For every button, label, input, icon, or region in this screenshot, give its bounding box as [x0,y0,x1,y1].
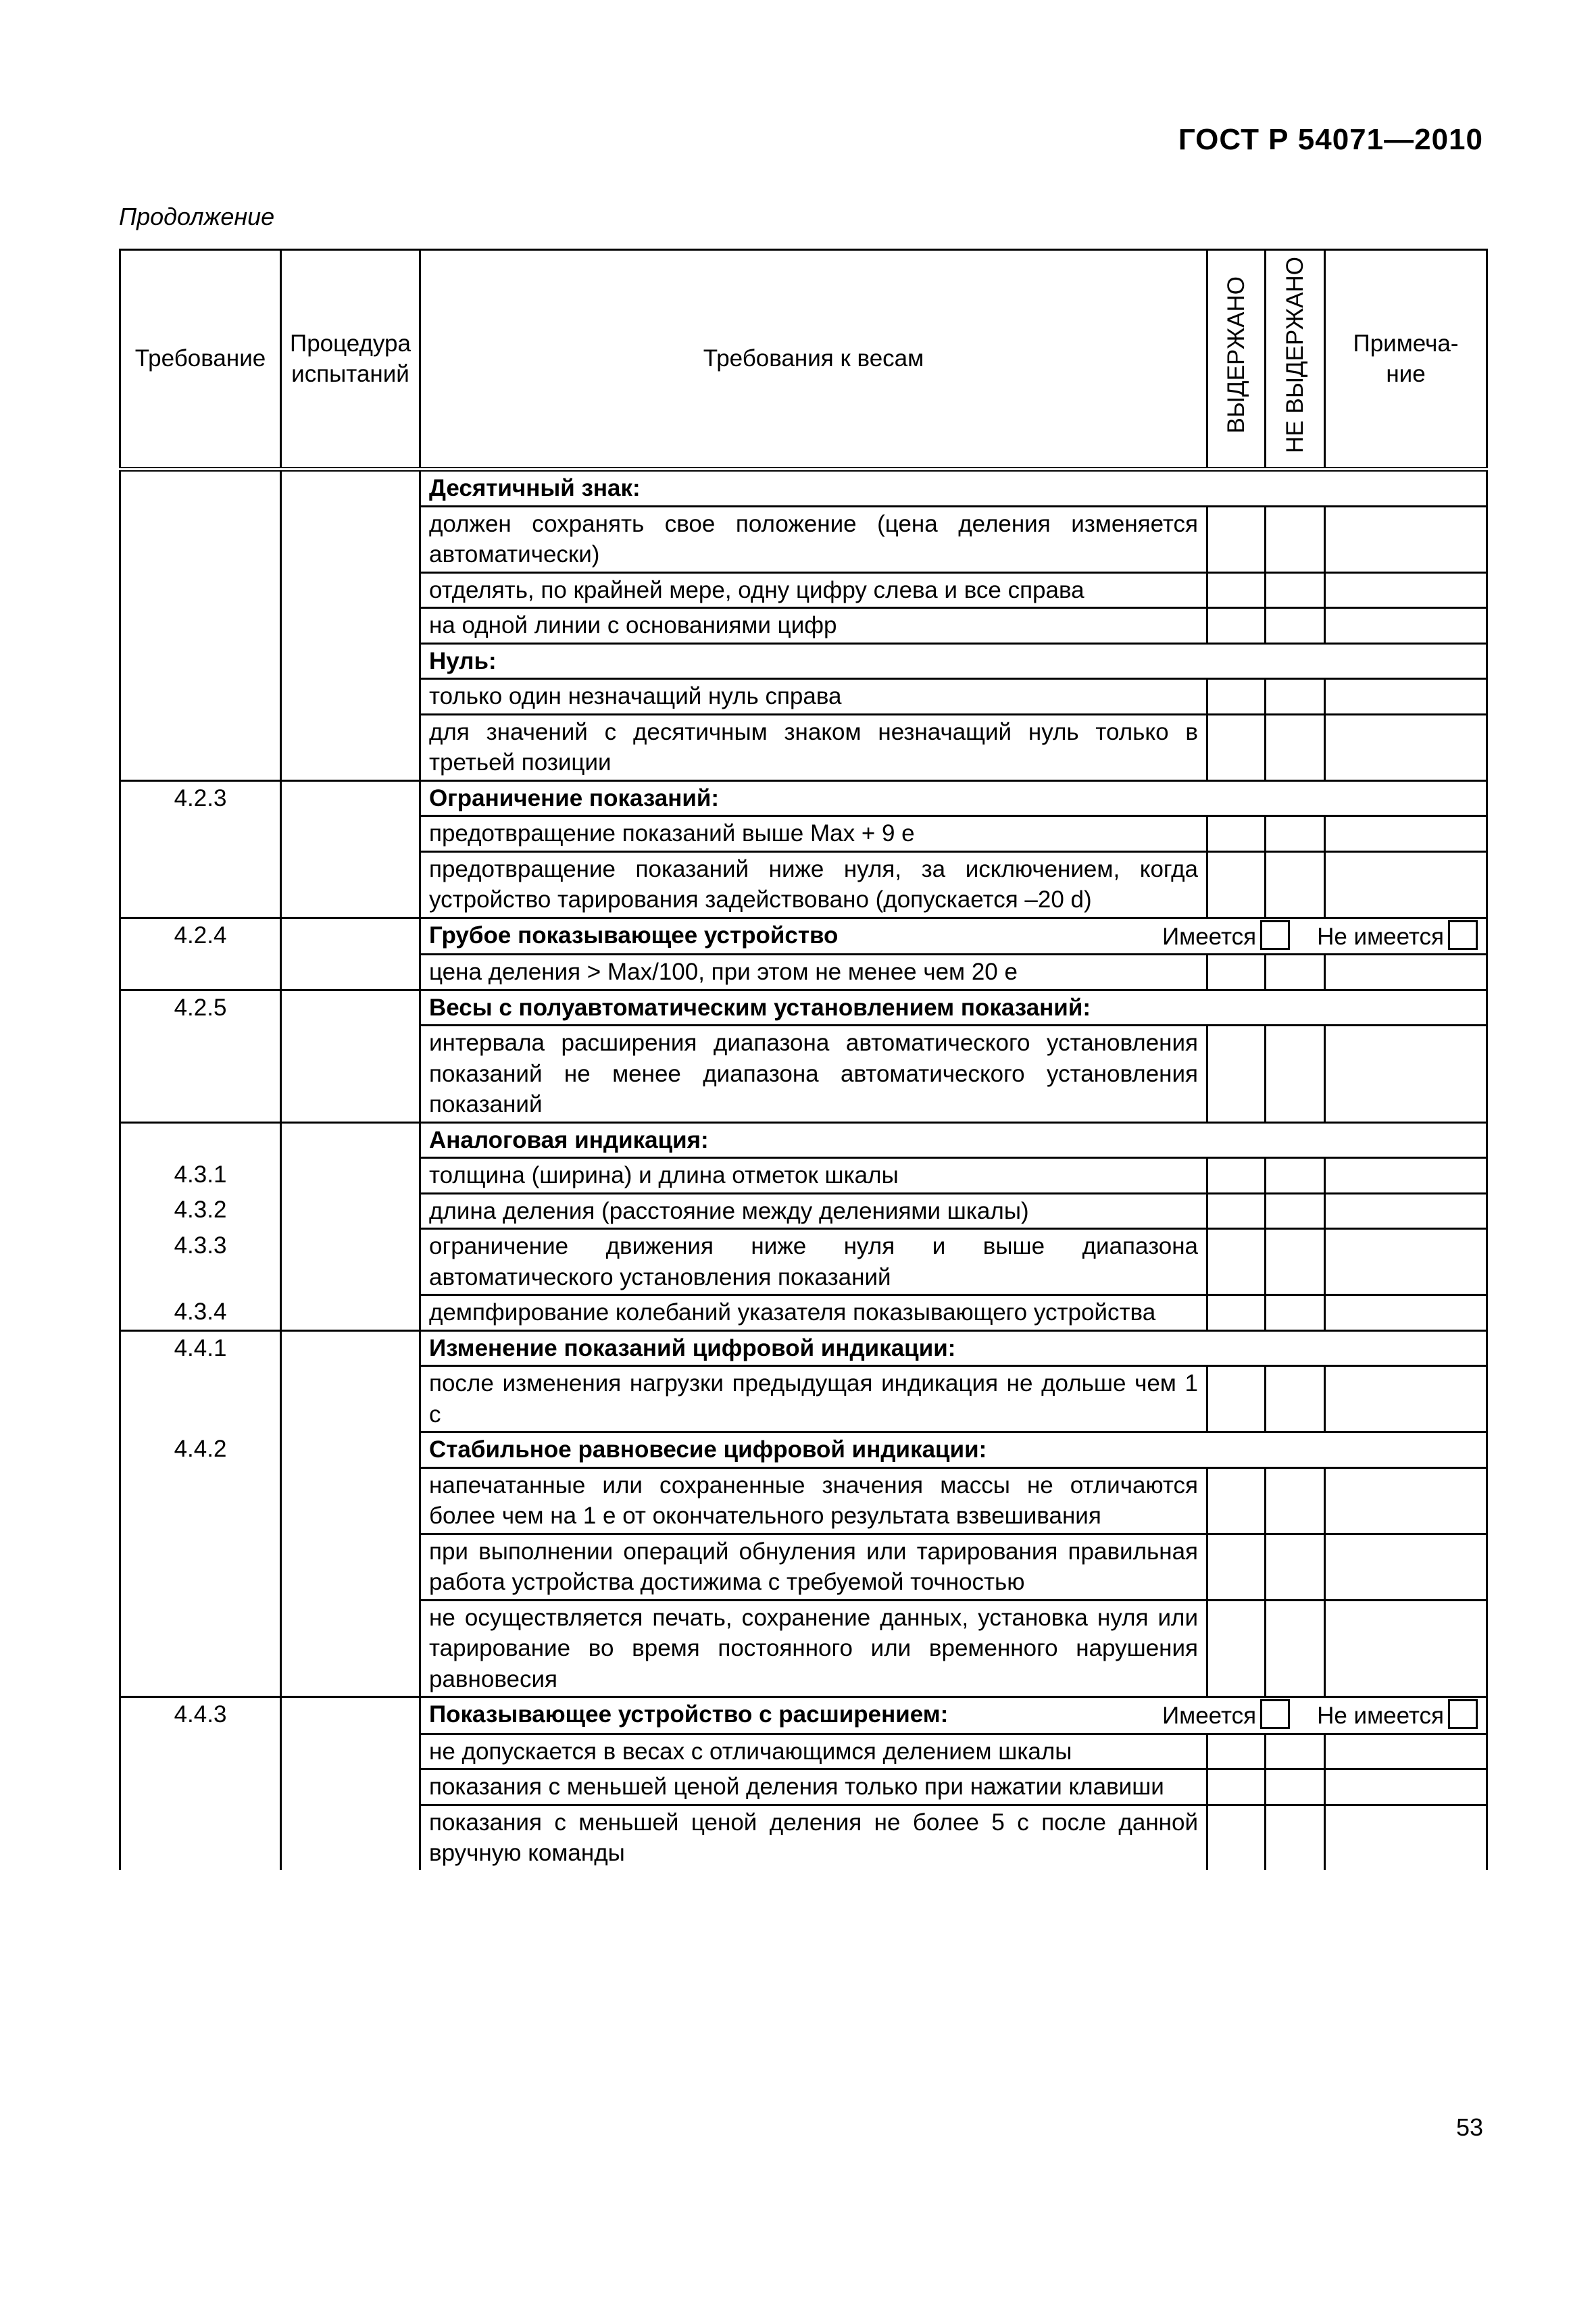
table-row [120,643,1487,679]
passed-cell[interactable] [1207,851,1266,917]
table-body [120,470,1487,1870]
procedure-cell [281,780,420,816]
table-row [120,1600,1487,1697]
requirement-text-label: Ограничение показаний: [429,784,720,811]
requirement-number [120,1600,281,1697]
note-cell[interactable] [1325,1158,1487,1194]
failed-cell[interactable] [1266,714,1325,780]
passed-cell[interactable] [1207,816,1266,852]
requirement-number: 4.3.2 [120,1193,281,1229]
requirement-text-label: при выполнении операций обнуления или тарирования правильная работа устройства достижима с требуемой точностью [429,1538,1198,1595]
note-cell[interactable] [1325,714,1487,780]
table-row [120,990,1487,1026]
option-absent-checkbox[interactable] [1448,920,1478,950]
requirement-text-label: Весы с полуавтоматическим установлением показаний: [429,994,1091,1021]
requirement-number: 4.2.3 [120,780,281,816]
col-header-scale-requirements: Требования к весам [420,250,1207,470]
table-row [120,816,1487,852]
requirement-text [420,608,1207,644]
requirement-text [420,1193,1207,1229]
requirement-text-label: показания с меньшей ценой деления не более 5 с после данной вручную команды [429,1809,1198,1866]
note-cell[interactable] [1325,1366,1487,1432]
presence-options [1162,920,1478,953]
requirement-text-label: Десятичный знак: [429,475,641,501]
note-cell[interactable] [1325,1805,1487,1870]
table-row [120,506,1487,572]
note-cell[interactable] [1325,816,1487,852]
table-row [120,1295,1487,1331]
note-cell[interactable] [1325,506,1487,572]
failed-cell[interactable] [1266,1366,1325,1432]
passed-cell[interactable] [1207,572,1266,608]
failed-cell[interactable] [1266,1026,1325,1123]
table-row [120,1769,1487,1805]
requirements-table [119,249,1488,1870]
requirement-text-label: Нуль: [429,647,497,674]
table-row [120,1534,1487,1600]
failed-cell[interactable] [1266,1769,1325,1805]
failed-cell[interactable] [1266,816,1325,852]
passed-cell[interactable] [1207,1467,1266,1534]
table-row [120,1467,1487,1534]
failed-cell[interactable] [1266,1158,1325,1194]
table-row [120,1805,1487,1870]
failed-cell[interactable] [1266,608,1325,644]
requirement-number [120,955,281,990]
table-row [120,1330,1487,1366]
passed-cell[interactable] [1207,1534,1266,1600]
requirement-text-label: цена деления > Max/100, при этом не менее чем 20 e [429,959,1018,985]
passed-cell[interactable] [1207,1295,1266,1331]
table-row [120,780,1487,816]
failed-cell[interactable] [1266,506,1325,572]
requirement-number [120,714,281,780]
option-present-label: Имеется [1162,923,1257,950]
passed-cell[interactable] [1207,1769,1266,1805]
requirement-number: 4.4.2 [120,1432,281,1468]
procedure-cell [281,1734,420,1769]
table-row [120,1697,1487,1734]
requirement-text-label: не допускается в весах с отличающимся делением шкалы [429,1738,1072,1765]
requirement-number [120,1769,281,1805]
requirement-text [420,643,1487,679]
requirement-number [120,1734,281,1769]
procedure-cell [281,1366,420,1432]
table-header-row [120,250,1487,470]
table-row [120,1734,1487,1769]
procedure-cell [281,714,420,780]
table-row [120,679,1487,715]
note-cell[interactable] [1325,1295,1487,1331]
requirement-number [120,608,281,644]
table-row [120,714,1487,780]
table-row [120,1026,1487,1123]
requirement-number [120,851,281,917]
requirement-text [420,1158,1207,1194]
procedure-cell [281,470,420,507]
procedure-cell [281,1600,420,1697]
passed-cell[interactable] [1207,1366,1266,1432]
requirement-number [120,1026,281,1123]
requirement-number [120,816,281,852]
requirement-text [420,1330,1487,1366]
procedure-cell [281,1158,420,1194]
procedure-cell [281,506,420,572]
table-row [120,1366,1487,1432]
table-row [120,1158,1487,1194]
requirement-number [120,643,281,679]
failed-cell[interactable] [1266,679,1325,715]
procedure-cell [281,1432,420,1468]
procedure-cell [281,990,420,1026]
note-cell[interactable] [1325,1026,1487,1123]
note-cell[interactable] [1325,1769,1487,1805]
table-row [120,608,1487,644]
requirement-text [420,1366,1207,1432]
procedure-cell [281,1769,420,1805]
note-cell[interactable] [1325,572,1487,608]
table-row [120,917,1487,955]
procedure-cell [281,1534,420,1600]
requirement-text-label: ограничение движения ниже нуля и выше диапазона автоматического установления показаний [429,1233,1198,1290]
page-number: 53 [1455,2113,1483,2141]
col-header-procedure: Процедура испытаний [281,250,420,470]
failed-cell[interactable] [1266,1600,1325,1697]
requirement-number [120,470,281,507]
requirement-text [420,572,1207,608]
requirement-text-label: для значений с десятичным знаком незначащий нуль только в третьей позиции [429,718,1198,776]
procedure-cell [281,955,420,990]
note-cell[interactable] [1325,851,1487,917]
requirement-text-label: не осуществляется печать, сохранение данных, установка нуля или тарирование во время постоянного или временного нарушения равновесия [429,1604,1198,1692]
requirement-text-label: Показывающее устройство с расширением: [429,1701,949,1728]
passed-cell[interactable] [1207,714,1266,780]
requirement-text [420,1432,1487,1468]
failed-cell[interactable] [1266,1534,1325,1600]
procedure-cell [281,917,420,955]
table-row [120,1432,1487,1468]
passed-cell[interactable] [1207,1229,1266,1295]
requirement-text [420,1697,1487,1734]
requirement-text-label: показания с меньшей ценой деления только при нажатии клавиши [429,1774,1164,1800]
col-header-requirement: Требование [120,250,281,470]
passed-cell[interactable] [1207,1734,1266,1769]
procedure-cell [281,1330,420,1366]
table-row [120,955,1487,990]
col-header-failed: НЕ ВЫДЕРЖАНО [1266,250,1325,470]
procedure-cell [281,1697,420,1734]
note-cell[interactable] [1325,955,1487,990]
table-row [120,470,1487,507]
procedure-cell [281,1229,420,1295]
procedure-cell [281,1122,420,1158]
requirement-text-label: Грубое показывающее устройство [429,922,839,949]
doc-number: ГОСТ Р 54071—2010 [1178,123,1483,156]
note-cell[interactable] [1325,1229,1487,1295]
requirement-number [120,572,281,608]
requirement-text-label: только один незначащий нуль справа [429,683,842,709]
requirement-text [420,1122,1487,1158]
note-cell[interactable] [1325,1193,1487,1229]
procedure-cell [281,1295,420,1331]
failed-cell[interactable] [1266,851,1325,917]
note-cell[interactable] [1325,1534,1487,1600]
passed-cell[interactable] [1207,1193,1266,1229]
requirement-text [420,1295,1207,1331]
note-cell[interactable] [1325,1600,1487,1697]
requirement-text-label: демпфирование колебаний указателя показывающего устройства [429,1299,1156,1326]
table-row [120,572,1487,608]
passed-cell[interactable] [1207,506,1266,572]
table-row [120,851,1487,917]
requirement-number: 4.3.1 [120,1158,281,1194]
procedure-cell [281,1467,420,1534]
requirement-text [420,1534,1207,1600]
failed-cell[interactable] [1266,572,1325,608]
requirement-number [120,506,281,572]
note-cell[interactable] [1325,679,1487,715]
note-cell[interactable] [1325,608,1487,644]
requirement-text [420,1769,1207,1805]
passed-cell[interactable] [1207,1600,1266,1697]
requirement-number: 4.4.1 [120,1330,281,1366]
note-cell[interactable] [1325,1467,1487,1534]
requirement-text-label: Стабильное равновесие цифровой индикации: [429,1436,987,1463]
requirement-text [420,714,1207,780]
failed-cell[interactable] [1266,1295,1325,1331]
procedure-cell [281,608,420,644]
requirement-text [420,990,1487,1026]
procedure-cell [281,1805,420,1870]
failed-cell[interactable] [1266,1467,1325,1534]
continuation-label: Продолжение [119,203,275,230]
requirement-text-label: отделять, по крайней мере, одну цифру слева и все справа [429,576,1084,603]
requirement-number [120,679,281,715]
requirement-text-label: толщина (ширина) и длина отметок шкалы [429,1162,899,1188]
passed-cell[interactable] [1207,679,1266,715]
requirement-text-label: после изменения нагрузки предыдущая индикация не дольше чем 1 с [429,1370,1198,1428]
passed-cell[interactable] [1207,1158,1266,1194]
passed-cell[interactable] [1207,1026,1266,1123]
requirement-text [420,1467,1207,1534]
requirement-text [420,1805,1207,1870]
failed-cell[interactable] [1266,955,1325,990]
option-absent-label: Не имеется [1317,923,1444,950]
table-row [120,1229,1487,1295]
requirement-number: 4.2.5 [120,990,281,1026]
requirement-text [420,816,1207,852]
requirement-text [420,851,1207,917]
requirement-text-label: предотвращение показаний ниже нуля, за исключением, когда устройство тарирования задействовано (допускается –20 d) [429,855,1198,913]
requirement-text [420,1734,1207,1769]
option-absent-checkbox[interactable] [1448,1699,1478,1729]
requirement-text [420,1229,1207,1295]
procedure-cell [281,1026,420,1123]
failed-cell[interactable] [1266,1193,1325,1229]
requirement-number [120,1122,281,1158]
requirement-number: 4.3.4 [120,1295,281,1331]
requirement-number [120,1467,281,1534]
option-present-label: Имеется [1162,1703,1257,1729]
requirement-text-label: должен сохранять свое положение (цена деления изменяется автоматически) [429,510,1198,568]
requirement-text [420,780,1487,816]
procedure-cell [281,643,420,679]
procedure-cell [281,816,420,852]
option-present-checkbox[interactable] [1260,1699,1290,1729]
col-header-passed: ВЫДЕРЖАНО [1207,250,1266,470]
failed-cell[interactable] [1266,1229,1325,1295]
procedure-cell [281,851,420,917]
requirement-text-label: интервала расширения диапазона автоматического установления показаний не менее диапазона автоматического установления показаний [429,1030,1198,1117]
table-row [120,1193,1487,1229]
requirement-text-label: Изменение показаний цифровой индикации: [429,1334,956,1361]
requirement-text-label: предотвращение показаний выше Max + 9 e [429,820,915,847]
requirement-text [420,917,1487,955]
requirement-text-label: на одной линии с основаниями цифр [429,612,837,638]
requirement-text [420,506,1207,572]
requirement-text-label: напечатанные или сохраненные значения массы не отличаются более чем на 1 e от окончательного результата взвешивания [429,1472,1198,1529]
table-row [120,1122,1487,1158]
requirement-number [120,1534,281,1600]
requirement-text-label: длина деления (расстояние между делениями шкалы) [429,1197,1029,1224]
requirement-text [420,955,1207,990]
requirement-number [120,1805,281,1870]
requirement-number: 4.4.3 [120,1697,281,1734]
requirement-text [420,679,1207,715]
failed-cell[interactable] [1266,1805,1325,1870]
option-present-checkbox[interactable] [1260,920,1290,950]
requirement-text-label: Аналоговая индикация: [429,1126,709,1153]
passed-cell[interactable] [1207,955,1266,990]
procedure-cell [281,572,420,608]
option-absent-label: Не имеется [1317,1703,1444,1729]
requirement-text [420,470,1487,507]
requirement-number: 4.2.4 [120,917,281,955]
presence-options [1162,1699,1478,1732]
passed-cell[interactable] [1207,1805,1266,1870]
requirement-text [420,1600,1207,1697]
col-header-note: Примеча-ние [1325,250,1487,470]
procedure-cell [281,679,420,715]
requirement-number: 4.3.3 [120,1229,281,1295]
note-cell[interactable] [1325,1734,1487,1769]
requirement-text [420,1026,1207,1123]
procedure-cell [281,1193,420,1229]
requirement-number [120,1366,281,1432]
failed-cell[interactable] [1266,1734,1325,1769]
passed-cell[interactable] [1207,608,1266,644]
